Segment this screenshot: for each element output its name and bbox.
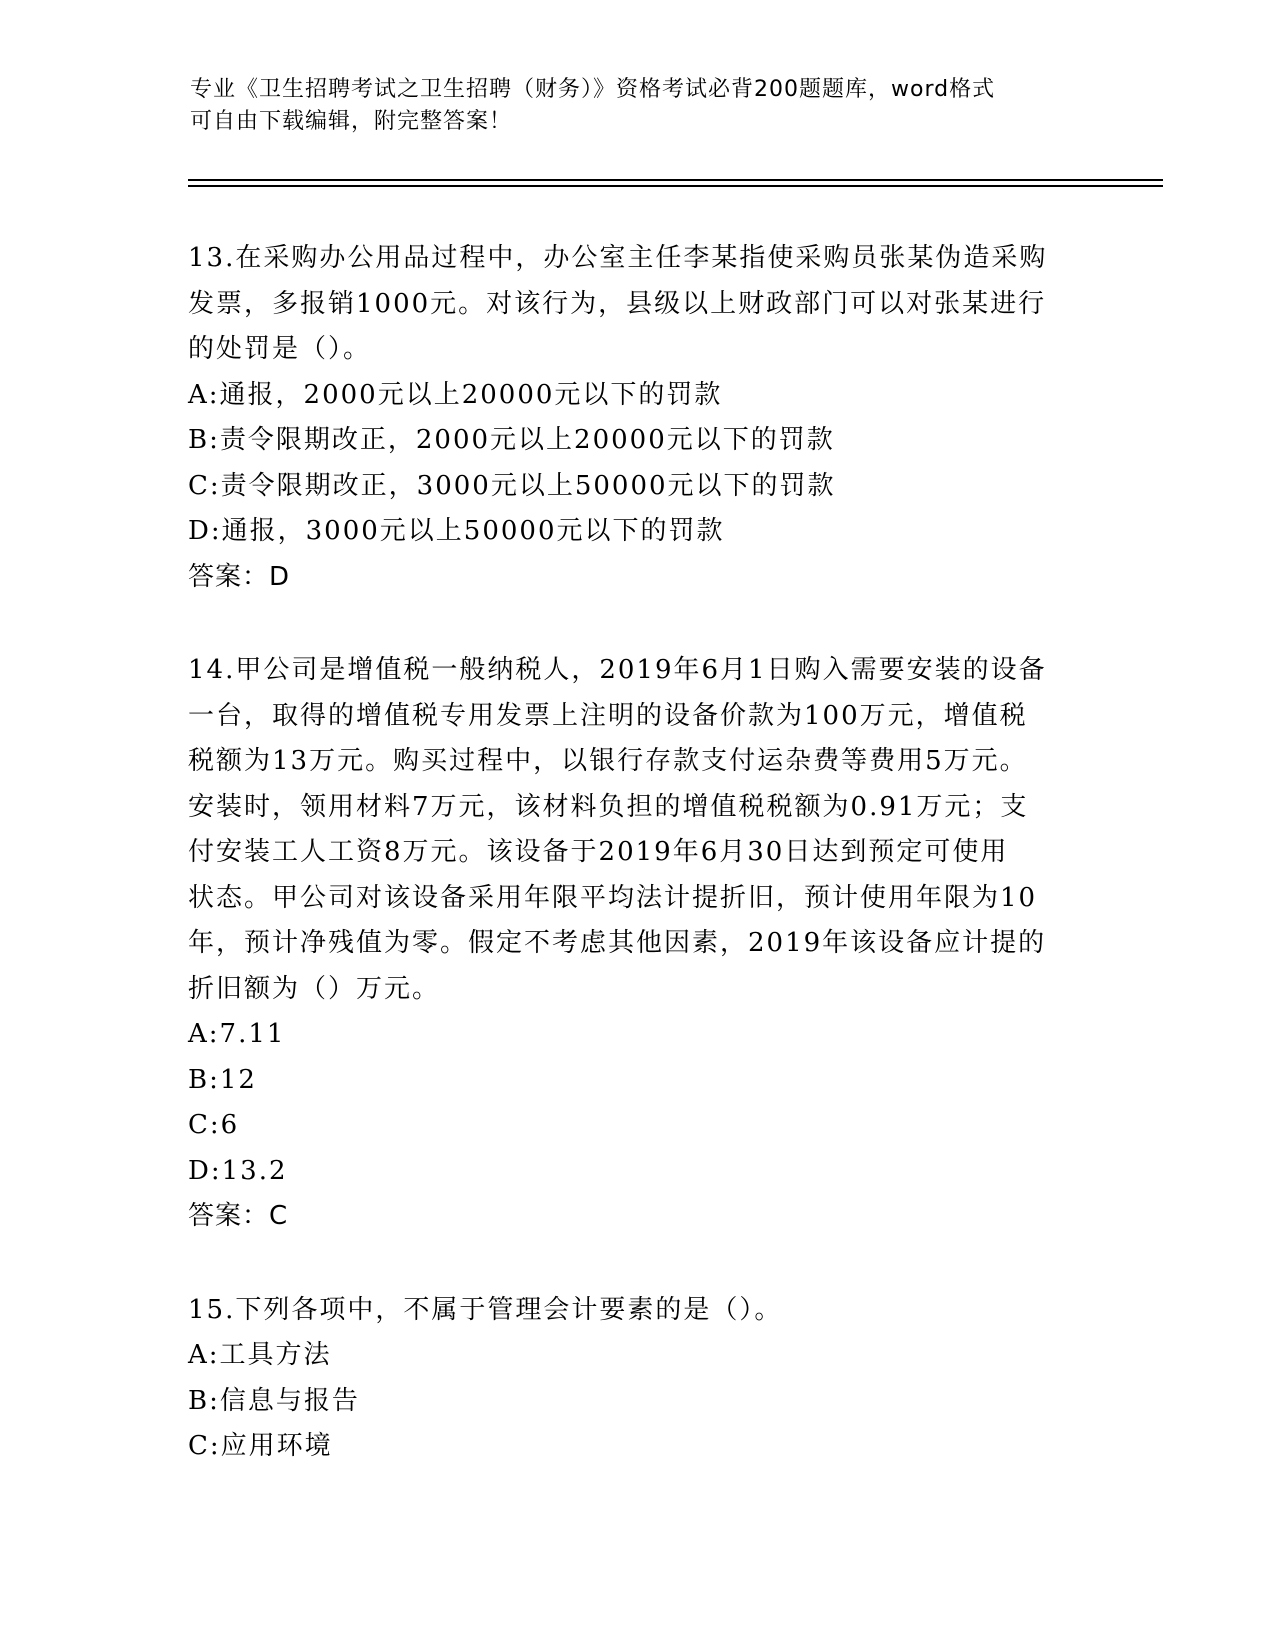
question-list bbox=[188, 236, 1088, 1470]
question-stem-line: 折旧额为（）万元。 bbox=[188, 973, 441, 1004]
question-stem-line: 安装时，领用材料7万元，该材料负担的增值税税额为0.91万元；支 bbox=[188, 791, 1029, 822]
question-15 bbox=[188, 1288, 1088, 1470]
question-stem-line: 的处罚是（）。 bbox=[188, 334, 372, 364]
header-divider-top bbox=[188, 179, 1163, 181]
option-b: B:责令限期改正，2000元以上20000元以下的罚款 bbox=[188, 425, 835, 455]
question-stem-line: 13.在采购办公用品过程中，办公室主任李某指使采购员张某伪造采购 bbox=[188, 243, 1048, 273]
header-divider-bottom bbox=[188, 185, 1163, 187]
option-c: C:6 bbox=[188, 1110, 240, 1140]
question-stem-line: 税额为13万元。购买过程中，以银行存款支付运杂费等费用5万元。 bbox=[188, 746, 1028, 776]
header-line: 专业《卫生招聘考试之卫生招聘（财务）》资格考试必背200题题库，word格式 bbox=[190, 77, 996, 102]
document-header bbox=[190, 74, 1090, 138]
question-spacer bbox=[188, 600, 1088, 648]
option-b: B:12 bbox=[188, 1064, 257, 1095]
option-c: C:应用环境 bbox=[188, 1431, 333, 1461]
answer-label: 答案：D bbox=[188, 561, 291, 592]
question-13 bbox=[188, 236, 1088, 600]
option-d: D:通报，3000元以上50000元以下的罚款 bbox=[188, 516, 725, 546]
option-a: A:通报，2000元以上20000元以下的罚款 bbox=[188, 379, 723, 410]
question-stem-line: 发票，多报销1000元。对该行为，县级以上财政部门可以对张某进行 bbox=[188, 288, 1047, 319]
answer-label: 答案：C bbox=[188, 1201, 289, 1231]
question-14 bbox=[188, 648, 1088, 1240]
option-a: A:工具方法 bbox=[188, 1340, 332, 1370]
option-a: A:7.11 bbox=[188, 1019, 286, 1049]
question-stem-line: 年，预计净残值为零。假定不考虑其他因素，2019年该设备应计提的 bbox=[188, 928, 1047, 958]
question-stem-line: 状态。甲公司对该设备采用年限平均法计提折旧，预计使用年限为10 bbox=[188, 882, 1038, 913]
option-b: B:信息与报告 bbox=[188, 1385, 360, 1416]
question-stem-line: 15.下列各项中，不属于管理会计要素的是（）。 bbox=[188, 1294, 783, 1325]
question-spacer bbox=[188, 1240, 1088, 1288]
option-d: D:13.2 bbox=[188, 1155, 288, 1186]
question-stem-line: 14.甲公司是增值税一般纳税人，2019年6月1日购入需要安装的设备 bbox=[188, 655, 1047, 685]
question-stem-line: 付安装工人工资8万元。该设备于2019年6月30日达到预定可使用 bbox=[188, 837, 1009, 867]
header-line: 可自由下载编辑，附完整答案！ bbox=[190, 109, 513, 134]
option-c: C:责令限期改正，3000元以上50000元以下的罚款 bbox=[188, 470, 836, 501]
question-stem-line: 一台，取得的增值税专用发票上注明的设备价款为100万元，增值税 bbox=[188, 700, 1028, 731]
